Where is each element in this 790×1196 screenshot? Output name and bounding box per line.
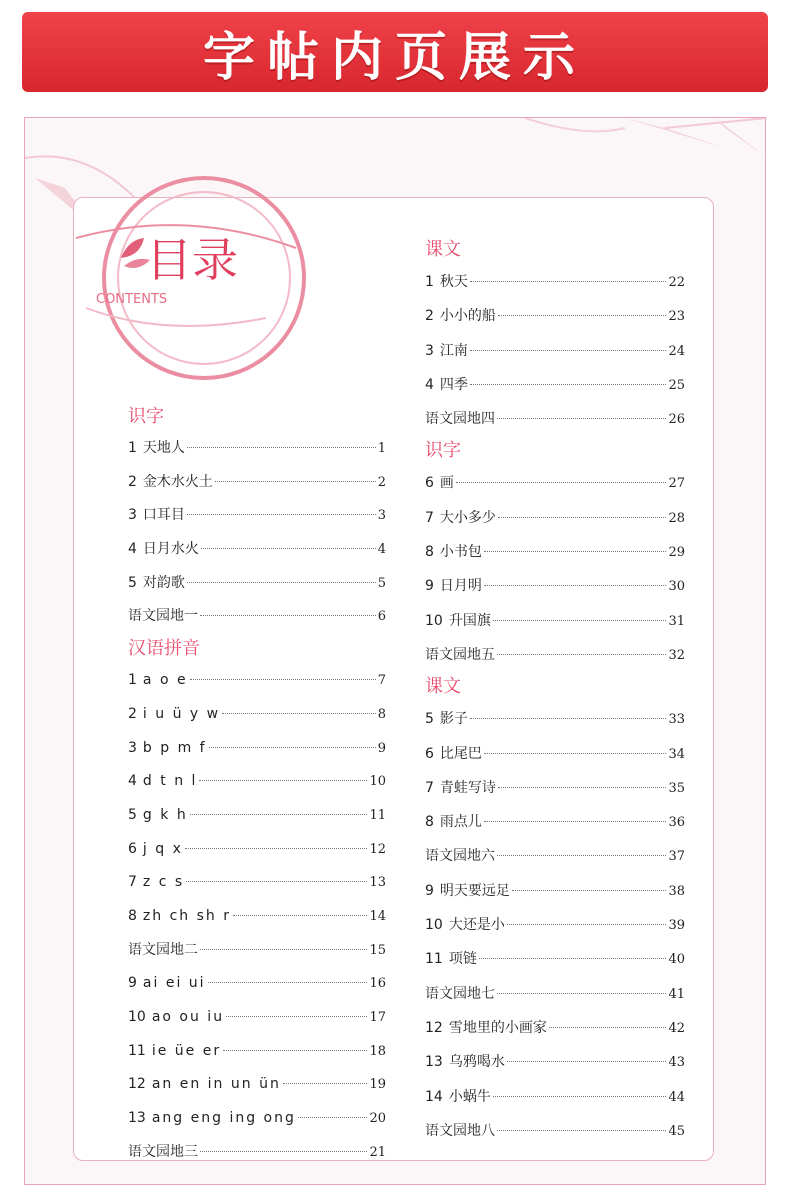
toc-entry[interactable] <box>425 908 685 942</box>
dot-leader <box>456 482 667 483</box>
toc-entry[interactable] <box>128 866 386 900</box>
dot-leader <box>283 1083 368 1084</box>
entry-number: 8 <box>128 907 137 924</box>
entry-page-number: 30 <box>668 579 685 595</box>
dot-leader <box>200 949 367 950</box>
entry-title: 语文园地八 <box>425 1122 495 1139</box>
entry-title: ao ou iu <box>151 1009 225 1025</box>
entry-page-number: 32 <box>668 647 685 663</box>
entry-title: z c s <box>142 874 185 891</box>
entry-page-number: 6 <box>377 609 386 625</box>
entry-page-number: 15 <box>369 942 386 958</box>
toc-entry[interactable] <box>128 432 386 466</box>
section-heading: 识字 <box>425 440 461 462</box>
dot-leader <box>470 384 667 385</box>
entry-page-number: 25 <box>668 377 685 393</box>
toc-entry[interactable] <box>128 833 386 867</box>
dot-leader <box>226 1016 367 1017</box>
toc-heading: 目录 <box>146 233 238 287</box>
entry-page-number: 40 <box>668 952 685 968</box>
entry-title: 小蜗牛 <box>448 1088 491 1105</box>
dot-leader <box>470 350 667 351</box>
toc-entry[interactable] <box>128 533 386 567</box>
dot-leader <box>497 654 666 655</box>
entry-page-number: 35 <box>668 780 685 796</box>
entry-page-number: 8 <box>377 706 386 722</box>
toc-entry[interactable] <box>425 466 685 500</box>
dot-leader <box>187 582 376 583</box>
entry-title: i u ü y w <box>142 705 221 722</box>
dot-leader <box>190 679 376 680</box>
entry-page-number: 39 <box>668 918 685 934</box>
toc-subheading: CONTENTS <box>96 292 168 307</box>
entry-title: 项链 <box>448 951 477 968</box>
dot-leader <box>200 615 376 616</box>
entry-number: 6 <box>425 475 434 492</box>
entry-title: 画 <box>439 475 454 492</box>
toc-entry[interactable] <box>128 765 386 799</box>
entry-number: 2 <box>128 705 137 722</box>
dot-leader <box>479 958 667 959</box>
dot-leader <box>190 814 368 815</box>
dot-leader <box>512 890 667 891</box>
entry-page-number: 42 <box>668 1020 685 1036</box>
dot-leader <box>507 1061 667 1062</box>
entry-page-number: 38 <box>668 883 685 899</box>
toc-entry[interactable] <box>425 299 685 333</box>
entry-page-number: 14 <box>369 908 386 924</box>
entry-number: 2 <box>425 308 434 325</box>
dot-leader <box>201 548 376 549</box>
entry-number: 10 <box>425 612 443 629</box>
entry-title: 大小多少 <box>439 509 496 526</box>
dot-leader <box>470 718 667 719</box>
entry-title: zh ch sh r <box>142 907 231 924</box>
toc-entry[interactable] <box>425 702 685 736</box>
toc-entry[interactable] <box>425 1114 685 1148</box>
entry-number: 7 <box>425 509 434 526</box>
entry-title: 小书包 <box>439 544 482 561</box>
entry-title: d t n l <box>142 773 198 790</box>
banner <box>22 12 768 92</box>
dot-leader <box>233 915 367 916</box>
entry-number: 4 <box>128 773 137 790</box>
entry-title: 语文园地六 <box>425 848 495 865</box>
entry-title: 语文园地三 <box>128 1143 198 1160</box>
entry-page-number: 1 <box>377 441 386 456</box>
entry-title: 比尾巴 <box>439 745 482 762</box>
entry-title: 金木水火土 <box>142 473 213 490</box>
entry-page-number: 43 <box>668 1055 685 1071</box>
entry-page-number: 34 <box>668 746 685 762</box>
toc-entry[interactable] <box>128 567 386 601</box>
entry-title: 语文园地七 <box>425 985 495 1002</box>
section-heading: 课文 <box>425 676 461 698</box>
entry-page-number: 17 <box>369 1010 386 1025</box>
toc-entry[interactable] <box>128 900 386 934</box>
toc-entry[interactable] <box>128 664 386 698</box>
entry-title: 雨点儿 <box>439 814 482 831</box>
toc-entry[interactable] <box>425 771 685 805</box>
entry-number: 5 <box>128 574 137 591</box>
dot-leader <box>298 1117 368 1118</box>
entry-page-number: 3 <box>377 508 386 524</box>
dot-leader <box>187 447 376 448</box>
dot-leader <box>497 993 666 994</box>
entry-page-number: 33 <box>668 712 685 728</box>
entry-title: ie üe er <box>151 1042 222 1059</box>
entry-number: 4 <box>425 376 434 393</box>
dot-leader <box>484 753 667 754</box>
dot-leader <box>498 315 667 316</box>
entry-title: 秋天 <box>439 274 468 290</box>
entry-number: 4 <box>128 541 137 558</box>
entry-number: 9 <box>425 882 434 899</box>
entry-page-number: 36 <box>668 815 685 831</box>
toc-entry[interactable] <box>425 501 685 535</box>
entry-page-number: 19 <box>369 1077 386 1093</box>
dot-leader <box>498 517 667 518</box>
toc-entry[interactable] <box>128 1102 386 1136</box>
entry-page-number: 27 <box>668 476 685 492</box>
toc-entry[interactable] <box>425 265 685 299</box>
toc-entry[interactable] <box>425 1011 685 1045</box>
entry-page-number: 20 <box>369 1111 386 1127</box>
entry-title: 大还是小 <box>448 917 505 934</box>
dot-leader <box>497 1130 666 1131</box>
dot-leader <box>199 780 367 781</box>
entry-title: 语文园地五 <box>425 646 495 663</box>
dot-leader <box>208 982 368 983</box>
toc-entry[interactable] <box>425 569 685 603</box>
entry-title: ai ei ui <box>142 975 206 992</box>
dot-leader <box>549 1027 667 1028</box>
dot-leader <box>187 514 376 515</box>
entry-title: an en in un ün <box>151 1076 281 1093</box>
entry-number: 7 <box>128 874 137 891</box>
entry-title: 四季 <box>439 376 468 393</box>
entry-title: 口耳目 <box>142 507 185 524</box>
toc-entry[interactable] <box>425 874 685 908</box>
entry-number: 9 <box>425 578 434 595</box>
entry-title: 雪地里的小画家 <box>448 1019 547 1036</box>
entry-page-number: 31 <box>668 613 685 629</box>
dot-leader <box>215 481 376 482</box>
entry-number: 10 <box>425 917 443 934</box>
dot-leader <box>185 848 368 849</box>
toc-entry[interactable] <box>425 402 685 436</box>
dot-leader <box>209 747 376 748</box>
entry-page-number: 12 <box>369 841 386 857</box>
toc-entry[interactable] <box>128 499 386 533</box>
entry-page-number: 18 <box>369 1043 386 1059</box>
entry-page-number: 2 <box>377 474 386 490</box>
toc-entry[interactable] <box>128 466 386 500</box>
toc-entry[interactable] <box>425 368 685 402</box>
entry-number: 9 <box>128 975 137 992</box>
entry-number: 1 <box>128 440 137 456</box>
toc-entry[interactable] <box>128 1035 386 1069</box>
entry-number: 12 <box>128 1076 146 1093</box>
entry-page-number: 44 <box>668 1089 685 1105</box>
entry-title: 江南 <box>439 342 468 359</box>
entry-page-number: 28 <box>668 510 685 526</box>
toc-entry[interactable] <box>425 604 685 638</box>
dot-leader <box>484 551 667 552</box>
dot-leader <box>200 1151 367 1152</box>
banner-title: 字帖内页展示 <box>202 27 587 88</box>
entry-title: 语文园地一 <box>128 608 198 625</box>
entry-title: b p m f <box>142 739 207 756</box>
entry-page-number: 16 <box>369 976 386 992</box>
entry-title: 对韵歌 <box>142 574 185 591</box>
entry-number: 1 <box>128 672 137 689</box>
toc-entry[interactable] <box>425 334 685 368</box>
section-heading: 课文 <box>425 239 461 260</box>
toc-entry[interactable] <box>425 535 685 569</box>
entry-title: g k h <box>142 806 188 823</box>
entry-title: 青蛙写诗 <box>439 779 496 796</box>
entry-title: 升国旗 <box>448 612 491 629</box>
entry-page-number: 4 <box>377 542 386 558</box>
entry-page-number: 45 <box>668 1123 685 1139</box>
entry-number: 12 <box>425 1019 443 1036</box>
entry-title: 小小的船 <box>439 308 496 325</box>
toc-entry[interactable] <box>425 977 685 1011</box>
entry-page-number: 9 <box>377 740 386 756</box>
toc-entry[interactable] <box>425 1080 685 1114</box>
toc-entry[interactable] <box>128 967 386 1001</box>
toc-entry[interactable] <box>128 1068 386 1102</box>
entry-page-number: 24 <box>668 343 685 359</box>
entry-title: 乌鸦喝水 <box>448 1054 505 1071</box>
dot-leader <box>223 1050 367 1051</box>
entry-number: 13 <box>128 1110 146 1127</box>
entry-number: 5 <box>128 806 137 823</box>
entry-page-number: 22 <box>668 275 685 290</box>
toc-entry[interactable] <box>128 934 386 968</box>
toc-left-column <box>128 402 386 1169</box>
entry-number: 11 <box>128 1042 146 1059</box>
entry-page-number: 13 <box>369 875 386 891</box>
entry-number: 1 <box>425 274 434 290</box>
entry-title: 影子 <box>439 711 468 728</box>
toc-entry[interactable] <box>425 638 685 672</box>
entry-page-number: 10 <box>369 774 386 790</box>
dot-leader <box>497 418 666 419</box>
entry-number: 3 <box>128 507 137 524</box>
entry-number: 11 <box>425 951 443 968</box>
entry-title: j q x <box>142 840 183 857</box>
entry-page-number: 37 <box>668 849 685 865</box>
toc-entry[interactable] <box>128 732 386 766</box>
toc-entry[interactable] <box>425 839 685 873</box>
dot-leader <box>493 1096 667 1097</box>
toc-entry[interactable] <box>425 942 685 976</box>
dot-leader <box>498 787 667 788</box>
entry-title: ang eng ing ong <box>151 1110 296 1127</box>
toc-title-seal <box>66 168 306 393</box>
dot-leader <box>484 821 667 822</box>
dot-leader <box>507 924 667 925</box>
entry-page-number: 23 <box>668 309 685 325</box>
entry-number: 7 <box>425 779 434 796</box>
toc-entry[interactable] <box>425 805 685 839</box>
dot-leader <box>484 585 667 586</box>
toc-entry[interactable] <box>128 799 386 833</box>
toc-entry[interactable] <box>425 737 685 771</box>
entry-number: 3 <box>128 739 137 756</box>
entry-title: 日月明 <box>439 578 482 595</box>
entry-number: 6 <box>128 840 137 857</box>
toc-entry[interactable] <box>128 1001 386 1035</box>
entry-number: 14 <box>425 1088 443 1105</box>
entry-number: 13 <box>425 1054 443 1071</box>
entry-page-number: 5 <box>377 575 386 591</box>
dot-leader <box>222 713 376 714</box>
entry-page-number: 7 <box>377 673 386 689</box>
entry-title: a o e <box>142 672 188 689</box>
dot-leader <box>497 855 666 856</box>
entry-page-number: 21 <box>369 1144 386 1160</box>
entry-page-number: 11 <box>369 807 386 823</box>
entry-title: 语文园地二 <box>128 941 198 958</box>
entry-title: 日月水火 <box>142 541 199 558</box>
entry-page-number: 26 <box>668 412 685 428</box>
toc-entry[interactable] <box>128 600 386 634</box>
section-heading: 汉语拼音 <box>128 638 200 660</box>
entry-number: 3 <box>425 342 434 359</box>
toc-entry[interactable] <box>128 1136 386 1170</box>
entry-title: 明天要远足 <box>439 882 510 899</box>
entry-number: 2 <box>128 473 137 490</box>
entry-number: 8 <box>425 814 434 831</box>
entry-number: 10 <box>128 1009 146 1025</box>
dot-leader <box>186 881 367 882</box>
toc-right-column <box>425 235 685 1148</box>
toc-entry[interactable] <box>128 698 386 732</box>
entry-number: 6 <box>425 745 434 762</box>
toc-entry[interactable] <box>425 1045 685 1079</box>
dot-leader <box>470 281 667 282</box>
entry-number: 8 <box>425 544 434 561</box>
entry-title: 语文园地四 <box>425 411 495 428</box>
section-heading: 识字 <box>128 406 164 427</box>
entry-number: 5 <box>425 711 434 728</box>
dot-leader <box>493 620 667 621</box>
entry-page-number: 41 <box>668 986 685 1002</box>
entry-page-number: 29 <box>668 545 685 561</box>
entry-title: 天地人 <box>142 440 185 456</box>
